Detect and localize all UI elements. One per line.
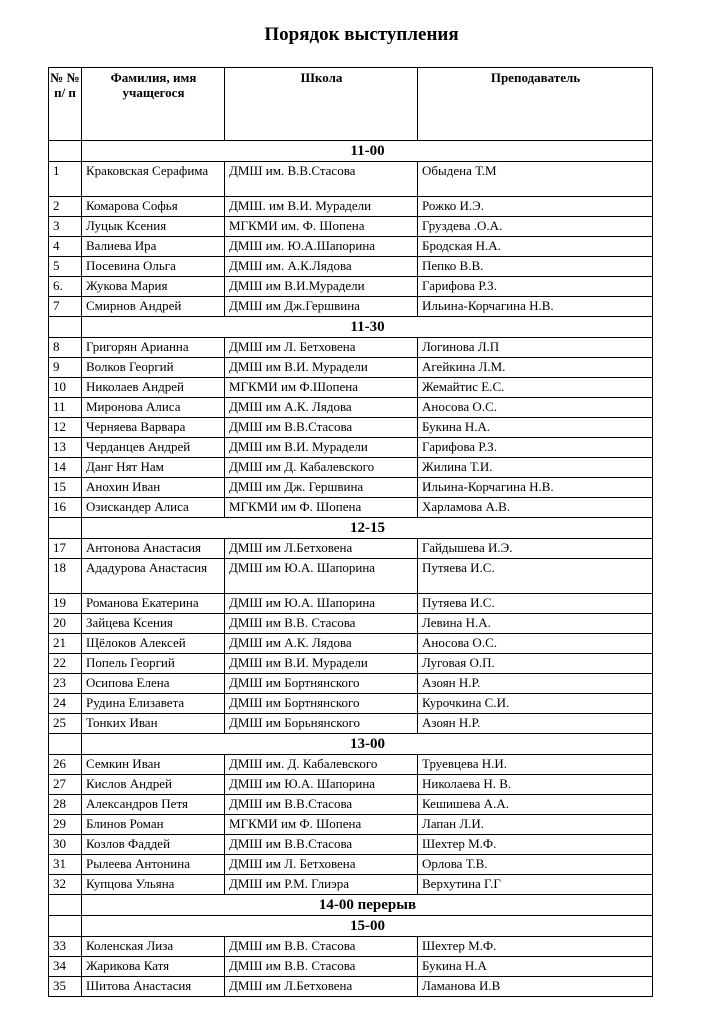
table-row bbox=[49, 338, 653, 358]
school-name: ДМШ им Дж.Гершвина bbox=[225, 297, 418, 317]
header-teacher bbox=[418, 68, 653, 141]
table-row bbox=[49, 875, 653, 895]
school-name: ДМШ. им В.И. Мурадели bbox=[225, 197, 418, 217]
row-number: 1 bbox=[49, 162, 82, 197]
section-time: 13-00 bbox=[82, 734, 653, 755]
header-name-label: Фамилия, имя учащегося bbox=[110, 70, 197, 100]
teacher-name: Жилина Т.И. bbox=[418, 458, 653, 478]
student-name: Ададурова Анастасия bbox=[82, 559, 225, 594]
table-row bbox=[49, 539, 653, 559]
row-number: 8 bbox=[49, 338, 82, 358]
student-name: Шитова Анастасия bbox=[82, 977, 225, 997]
student-name: Данг Нят Нам bbox=[82, 458, 225, 478]
row-number: 21 bbox=[49, 634, 82, 654]
header-num-label: № № п/ п bbox=[50, 70, 80, 100]
teacher-name: Ильина-Корчагина Н.В. bbox=[418, 297, 653, 317]
row-number: 22 bbox=[49, 654, 82, 674]
table-row bbox=[49, 498, 653, 518]
table-row bbox=[49, 398, 653, 418]
row-number: 14 bbox=[49, 458, 82, 478]
table-row bbox=[49, 694, 653, 714]
school-name: ДМШ им В.В. Стасова bbox=[225, 957, 418, 977]
school-name: ДМШ им Ю.А. Шапорина bbox=[225, 775, 418, 795]
school-name: МГКМИ им Ф.Шопена bbox=[225, 378, 418, 398]
teacher-name: Левина Н.А. bbox=[418, 614, 653, 634]
teacher-name: Николаева Н. В. bbox=[418, 775, 653, 795]
student-name: Жарикова Катя bbox=[82, 957, 225, 977]
teacher-name: Азоян Н.Р. bbox=[418, 714, 653, 734]
teacher-name: Ламанова И.В bbox=[418, 977, 653, 997]
row-number: 28 bbox=[49, 795, 82, 815]
row-number: 19 bbox=[49, 594, 82, 614]
table-row bbox=[49, 458, 653, 478]
table-row bbox=[49, 795, 653, 815]
row-number: 33 bbox=[49, 937, 82, 957]
table-row bbox=[49, 957, 653, 977]
teacher-name: Агейкина Л.М. bbox=[418, 358, 653, 378]
row-number: 5 bbox=[49, 257, 82, 277]
school-name: ДМШ им. Д. Кабалевского bbox=[225, 755, 418, 775]
student-name: Краковская Серафима bbox=[82, 162, 225, 197]
school-name: ДМШ им Л. Бетховена bbox=[225, 855, 418, 875]
teacher-name: Гарифова Р.З. bbox=[418, 277, 653, 297]
row-number: 15 bbox=[49, 478, 82, 498]
table-row bbox=[49, 654, 653, 674]
section-row bbox=[49, 895, 653, 916]
teacher-name: Пепко В.В. bbox=[418, 257, 653, 277]
row-number: 32 bbox=[49, 875, 82, 895]
table-row bbox=[49, 297, 653, 317]
teacher-name: Гарифова Р.З. bbox=[418, 438, 653, 458]
teacher-name: Путяева И.С. bbox=[418, 594, 653, 614]
student-name: Блинов Роман bbox=[82, 815, 225, 835]
student-name: Посевина Ольга bbox=[82, 257, 225, 277]
section-time: 14-00 перерыв bbox=[82, 895, 653, 916]
teacher-name: Путяева И.С. bbox=[418, 559, 653, 594]
header-num bbox=[49, 68, 82, 141]
table-row bbox=[49, 197, 653, 217]
table-row bbox=[49, 755, 653, 775]
row-number: 3 bbox=[49, 217, 82, 237]
student-name: Черданцев Андрей bbox=[82, 438, 225, 458]
school-name: ДМШ им. Ю.А.Шапорина bbox=[225, 237, 418, 257]
school-name: ДМШ им. А.К.Лядова bbox=[225, 257, 418, 277]
row-number: 12 bbox=[49, 418, 82, 438]
section-time: 15-00 bbox=[82, 916, 653, 937]
school-name: МГКМИ им Ф. Шопена bbox=[225, 498, 418, 518]
section-empty-cell bbox=[49, 734, 82, 755]
school-name: ДМШ им В.И. Мурадели bbox=[225, 654, 418, 674]
table-row bbox=[49, 775, 653, 795]
teacher-name: Букина Н.А. bbox=[418, 418, 653, 438]
teacher-name: Азоян Н.Р. bbox=[418, 674, 653, 694]
table-row bbox=[49, 714, 653, 734]
school-name: ДМШ им Л. Бетховена bbox=[225, 338, 418, 358]
header-school bbox=[225, 68, 418, 141]
teacher-name: Обыдена Т.М bbox=[418, 162, 653, 197]
section-empty-cell bbox=[49, 895, 82, 916]
page-title: Порядок выступления bbox=[264, 24, 459, 45]
row-number: 29 bbox=[49, 815, 82, 835]
table-row bbox=[49, 438, 653, 458]
teacher-name: Рожко И.Э. bbox=[418, 197, 653, 217]
teacher-name: Орлова Т.В. bbox=[418, 855, 653, 875]
student-name: Смирнов Андрей bbox=[82, 297, 225, 317]
student-name: Александров Петя bbox=[82, 795, 225, 815]
teacher-name: Аносова О.С. bbox=[418, 398, 653, 418]
school-name: ДМШ им Р.М. Глиэра bbox=[225, 875, 418, 895]
student-name: Тонких Иван bbox=[82, 714, 225, 734]
student-name: Григорян Арианна bbox=[82, 338, 225, 358]
school-name: ДМШ им Д. Кабалевского bbox=[225, 458, 418, 478]
school-name: ДМШ им Л.Бетховена bbox=[225, 539, 418, 559]
table-row bbox=[49, 237, 653, 257]
teacher-name: Аносова О.С. bbox=[418, 634, 653, 654]
school-name: ДМШ им В.В.Стасова bbox=[225, 795, 418, 815]
student-name: Комарова Софья bbox=[82, 197, 225, 217]
student-name: Волков Георгий bbox=[82, 358, 225, 378]
section-empty-cell bbox=[49, 317, 82, 338]
student-name: Рылеева Антонина bbox=[82, 855, 225, 875]
teacher-name: Жемайтис Е.С. bbox=[418, 378, 653, 398]
student-name: Купцова Ульяна bbox=[82, 875, 225, 895]
student-name: Рудина Елизавета bbox=[82, 694, 225, 714]
table-row bbox=[49, 937, 653, 957]
school-name: ДМШ им Борьнянского bbox=[225, 714, 418, 734]
teacher-name: Логинова Л.П bbox=[418, 338, 653, 358]
student-name: Луцык Ксения bbox=[82, 217, 225, 237]
schedule-body bbox=[49, 68, 653, 997]
student-name: Семкин Иван bbox=[82, 755, 225, 775]
student-name: Черняева Варвара bbox=[82, 418, 225, 438]
row-number: 6. bbox=[49, 277, 82, 297]
school-name: ДМШ им В.В.Стасова bbox=[225, 418, 418, 438]
table-row bbox=[49, 257, 653, 277]
school-name: ДМШ им А.К. Лядова bbox=[225, 398, 418, 418]
header-row bbox=[49, 68, 653, 141]
section-row bbox=[49, 317, 653, 338]
table-row bbox=[49, 559, 653, 594]
table-row bbox=[49, 855, 653, 875]
school-name: ДМШ им В.И.Мурадели bbox=[225, 277, 418, 297]
section-row bbox=[49, 734, 653, 755]
student-name: Щёлоков Алексей bbox=[82, 634, 225, 654]
section-row bbox=[49, 141, 653, 162]
table-row bbox=[49, 835, 653, 855]
table-row bbox=[49, 594, 653, 614]
teacher-name: Верхутина Г.Г bbox=[418, 875, 653, 895]
row-number: 9 bbox=[49, 358, 82, 378]
row-number: 17 bbox=[49, 539, 82, 559]
school-name: ДМШ им В.В.Стасова bbox=[225, 835, 418, 855]
teacher-name: Курочкина С.И. bbox=[418, 694, 653, 714]
row-number: 11 bbox=[49, 398, 82, 418]
row-number: 18 bbox=[49, 559, 82, 594]
school-name: ДМШ им В.И. Мурадели bbox=[225, 438, 418, 458]
school-name: ДМШ им Бортнянского bbox=[225, 674, 418, 694]
table-row bbox=[49, 162, 653, 197]
teacher-name: Гайдышева И.Э. bbox=[418, 539, 653, 559]
table-row bbox=[49, 418, 653, 438]
student-name: Валиева Ира bbox=[82, 237, 225, 257]
header-teacher-label: Преподаватель bbox=[490, 70, 581, 85]
section-row bbox=[49, 518, 653, 539]
section-empty-cell bbox=[49, 916, 82, 937]
school-name: ДМШ им В.И. Мурадели bbox=[225, 358, 418, 378]
school-name: ДМШ им А.К. Лядова bbox=[225, 634, 418, 654]
table-row bbox=[49, 634, 653, 654]
table-row bbox=[49, 217, 653, 237]
student-name: Зайцева Ксения bbox=[82, 614, 225, 634]
header-school-label: Школа bbox=[300, 70, 343, 85]
school-name: ДМШ им В.В. Стасова bbox=[225, 937, 418, 957]
school-name: ДМШ им Л.Бетховена bbox=[225, 977, 418, 997]
table-row bbox=[49, 815, 653, 835]
student-name: Попель Георгий bbox=[82, 654, 225, 674]
section-time: 11-00 bbox=[82, 141, 653, 162]
row-number: 20 bbox=[49, 614, 82, 634]
table-row bbox=[49, 977, 653, 997]
student-name: Осипова Елена bbox=[82, 674, 225, 694]
student-name: Кислов Андрей bbox=[82, 775, 225, 795]
school-name: ДМШ им В.В. Стасова bbox=[225, 614, 418, 634]
school-name: ДМШ им Бортнянского bbox=[225, 694, 418, 714]
teacher-name: Труевцева Н.И. bbox=[418, 755, 653, 775]
row-number: 31 bbox=[49, 855, 82, 875]
student-name: Озискандер Алиса bbox=[82, 498, 225, 518]
table-row bbox=[49, 277, 653, 297]
student-name: Миронова Алиса bbox=[82, 398, 225, 418]
schedule-table bbox=[48, 67, 653, 997]
teacher-name: Луговая О.П. bbox=[418, 654, 653, 674]
teacher-name: Ильина-Корчагина Н.В. bbox=[418, 478, 653, 498]
school-name: МГКМИ им Ф. Шопена bbox=[225, 815, 418, 835]
header-name bbox=[82, 68, 225, 141]
teacher-name: Шехтер М.Ф. bbox=[418, 937, 653, 957]
school-name: ДМШ им Ю.А. Шапорина bbox=[225, 559, 418, 594]
school-name: ДМШ им Ю.А. Шапорина bbox=[225, 594, 418, 614]
teacher-name: Букина Н.А bbox=[418, 957, 653, 977]
section-empty-cell bbox=[49, 518, 82, 539]
teacher-name: Бродская Н.А. bbox=[418, 237, 653, 257]
row-number: 30 bbox=[49, 835, 82, 855]
row-number: 26 bbox=[49, 755, 82, 775]
student-name: Козлов Фаддей bbox=[82, 835, 225, 855]
school-name: ДМШ им Дж. Гершвина bbox=[225, 478, 418, 498]
row-number: 4 bbox=[49, 237, 82, 257]
section-row bbox=[49, 916, 653, 937]
row-number: 2 bbox=[49, 197, 82, 217]
student-name: Романова Екатерина bbox=[82, 594, 225, 614]
teacher-name: Груздева .О.А. bbox=[418, 217, 653, 237]
teacher-name: Харламова А.В. bbox=[418, 498, 653, 518]
student-name: Жукова Мария bbox=[82, 277, 225, 297]
teacher-name: Кешишева А.А. bbox=[418, 795, 653, 815]
row-number: 35 bbox=[49, 977, 82, 997]
student-name: Коленская Лиза bbox=[82, 937, 225, 957]
row-number: 34 bbox=[49, 957, 82, 977]
row-number: 27 bbox=[49, 775, 82, 795]
section-time: 12-15 bbox=[82, 518, 653, 539]
row-number: 23 bbox=[49, 674, 82, 694]
section-empty-cell bbox=[49, 141, 82, 162]
row-number: 13 bbox=[49, 438, 82, 458]
student-name: Антонова Анастасия bbox=[82, 539, 225, 559]
table-row bbox=[49, 378, 653, 398]
row-number: 16 bbox=[49, 498, 82, 518]
table-row bbox=[49, 674, 653, 694]
teacher-name: Шехтер М.Ф. bbox=[418, 835, 653, 855]
table-row bbox=[49, 614, 653, 634]
student-name: Николаев Андрей bbox=[82, 378, 225, 398]
table-row bbox=[49, 478, 653, 498]
school-name: ДМШ им. В.В.Стасова bbox=[225, 162, 418, 197]
row-number: 24 bbox=[49, 694, 82, 714]
row-number: 7 bbox=[49, 297, 82, 317]
row-number: 10 bbox=[49, 378, 82, 398]
table-row bbox=[49, 358, 653, 378]
row-number: 25 bbox=[49, 714, 82, 734]
school-name: МГКМИ им. Ф. Шопена bbox=[225, 217, 418, 237]
section-time: 11-30 bbox=[82, 317, 653, 338]
student-name: Анохин Иван bbox=[82, 478, 225, 498]
teacher-name: Лапан Л.И. bbox=[418, 815, 653, 835]
